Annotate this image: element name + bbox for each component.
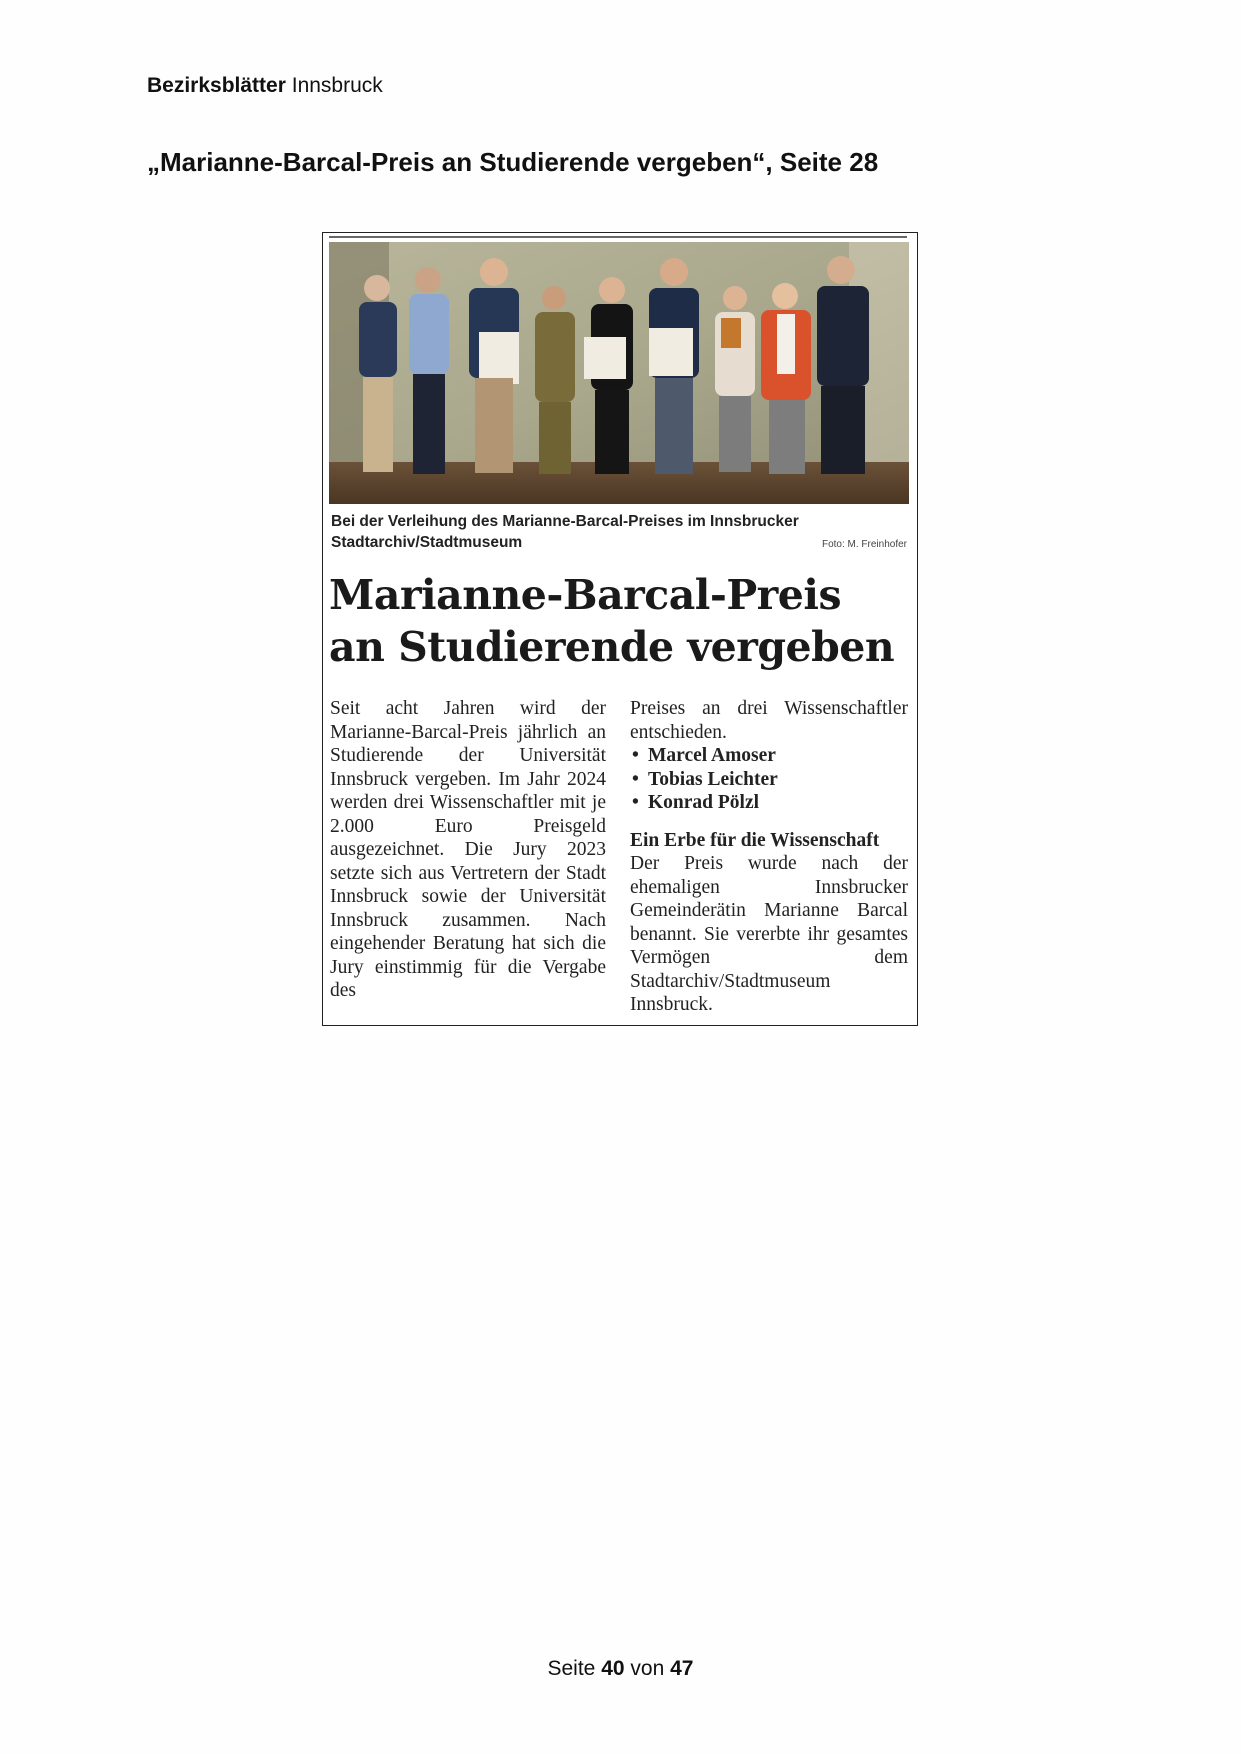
person-1 [359,275,397,472]
person-6 [649,258,699,474]
headline-line-2: an Studierende vergeben [329,623,895,671]
publication-region: Innsbruck [291,74,383,97]
article-body-continuation: Preises an drei Wissenschaftler entschieden. [630,698,908,743]
award-group-photo [329,242,909,504]
article-body-left-column [330,697,606,1003]
article-subheading: Ein Erbe für die Wissenschaft [630,829,880,851]
person-9 [817,256,869,474]
article-body-paragraph: Seit acht Jahren wird der Marianne-Barcal-Preis jährlich an Studierende der Universität Innsbruck vergeben. Im Jahr 2024 werden drei Wissenschaftler mit je 2.000 Euro Preisgeld ausgezeichnet. Die Jury 2023 setzte sich aus Vertretern der Stadt Innsbruck sowie der Universität Innsbruck zusammen. Nach eingehender Beratung hat sich die Jury einstimmig für die Vergabe des [330,698,606,1001]
person-7 [715,286,755,472]
article-body-closing: Der Preis wurde nach der ehemaligen Innsbrucker Gemeinderätin Marianne Barcal benannt. Sie vererbte ihr gesamtes Vermögen dem Stadtarchiv/Stadtmuseum Innsbruck. [630,853,908,1015]
page-total: 47 [670,1657,694,1680]
page-separator: von [630,1657,665,1680]
winner-item: • Konrad Pölzl [630,791,908,815]
person-2 [409,267,449,474]
page-current: 40 [601,1657,625,1680]
person-3 [469,258,519,473]
person-4 [535,286,575,474]
photo-credit: Foto: M. Freinhofer [821,539,907,550]
winner-item: • Marcel Amoser [630,744,908,768]
article-headline [329,569,909,673]
winners-list [630,744,908,815]
winner-item: • Tobias Leichter [630,768,908,792]
photo-caption: Bei der Verleihung des Marianne-Barcal-Preises im Innsbrucker Stadtarchiv/Stadtmuseum [331,513,799,551]
page-number [0,1657,1241,1681]
clipping-top-rule [329,236,907,238]
publication-source [147,74,383,98]
publication-name: Bezirksblätter [147,74,286,97]
headline-line-1: Marianne-Barcal-Preis [329,571,842,619]
article-body-right-column [630,697,908,1017]
newspaper-clipping [322,232,918,1026]
page-prefix: Seite [547,1657,596,1680]
article-reference-title: „Marianne-Barcal-Preis an Studierende vergeben“, Seite 28 [147,147,879,177]
